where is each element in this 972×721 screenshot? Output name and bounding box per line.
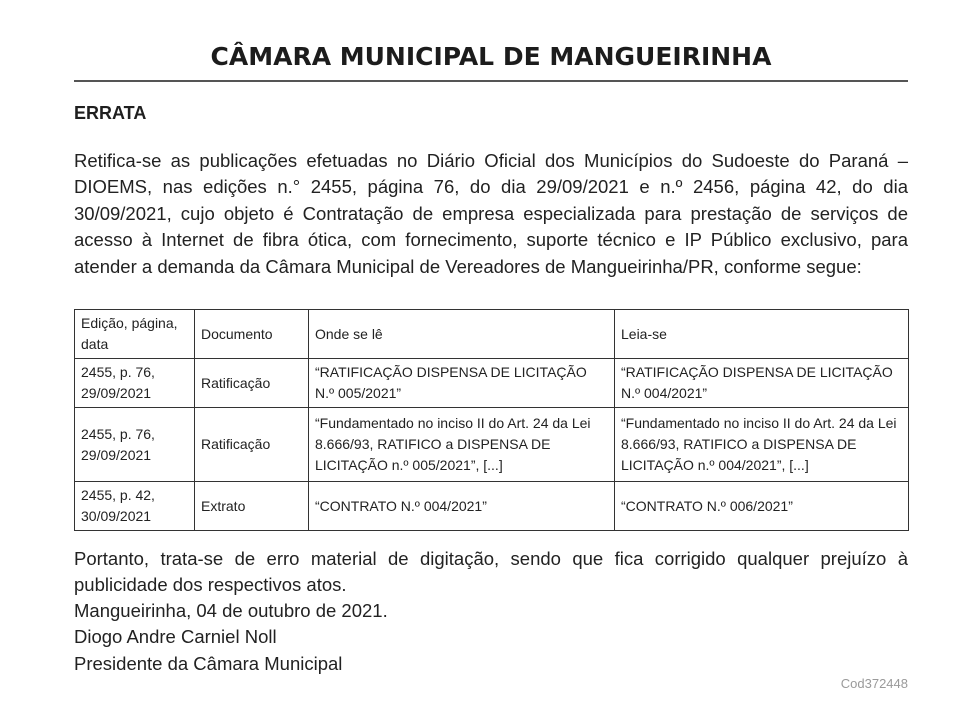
cell-where-read: “Fundamentado no inciso II do Art. 24 da Lei 8.666/93, RATIFICO a DISPENSA DE LICITAÇÃO n.º 005/2021”, [...]: [309, 408, 615, 482]
cell-read-as: “CONTRATO N.º 006/2021”: [615, 482, 909, 531]
table-header-row: [75, 310, 909, 359]
cell-edition: 2455, p. 76, 29/09/2021: [75, 359, 195, 408]
cell-document: Extrato: [195, 482, 309, 531]
header-document: Documento: [195, 310, 309, 359]
cell-edition: 2455, p. 42, 30/09/2021: [75, 482, 195, 531]
table-row: [75, 408, 909, 482]
errata-table: [74, 309, 909, 531]
signoff-block: [74, 598, 388, 677]
closing-paragraph: Portanto, trata-se de erro material de digitação, sendo que fica corrigido qualquer prejuízo à publicidade dos respectivos atos.: [74, 548, 908, 596]
signatory-title: Presidente da Câmara Municipal: [74, 652, 343, 674]
cell-where-read: “RATIFICAÇÃO DISPENSA DE LICITAÇÃO N.º 005/2021”: [309, 359, 615, 408]
page-title: CÂMARA MUNICIPAL DE MANGUEIRINHA: [210, 42, 772, 71]
table-row: [75, 482, 909, 531]
cell-edition: 2455, p. 76, 29/09/2021: [75, 408, 195, 482]
title-divider: [74, 80, 908, 82]
signatory-name: Diogo Andre Carniel Noll: [74, 626, 277, 648]
place-date: Mangueirinha, 04 de outubro de 2021.: [74, 600, 388, 621]
cell-read-as: “RATIFICAÇÃO DISPENSA DE LICITAÇÃO N.º 004/2021”: [615, 359, 909, 408]
reference-code: Cod372448: [840, 676, 908, 691]
header-read-as: Leia-se: [615, 310, 909, 359]
header-edition: Edição, página, data: [75, 310, 195, 359]
cell-document: Ratificação: [195, 359, 309, 408]
table-row: [75, 359, 909, 408]
cell-document: Ratificação: [195, 408, 309, 482]
cell-where-read: “CONTRATO N.º 004/2021”: [309, 482, 615, 531]
section-heading: ERRATA: [74, 103, 147, 123]
intro-paragraph: Retifica-se as publicações efetuadas no Diário Oficial dos Municípios do Sudoeste do Paraná – DIOEMS, nas edições n.° 2455, página 76, do dia 29/09/2021 e n.º 2456, página 42, do dia 30/09/2021, cujo objeto é Contratação de empresa especializada para prestação de serviços de acesso à Internet de fibra ótica, com fornecimento, suporte técnico e IP Público exclusivo, para atender a demanda da Câmara Municipal de Vereadores de Mangueirinha/PR, conforme segue:: [74, 150, 908, 277]
header-where-read: Onde se lê: [309, 310, 615, 359]
cell-read-as: “Fundamentado no inciso II do Art. 24 da Lei 8.666/93, RATIFICO a DISPENSA DE LICITAÇÃO n.º 004/2021”, [...]: [615, 408, 909, 482]
